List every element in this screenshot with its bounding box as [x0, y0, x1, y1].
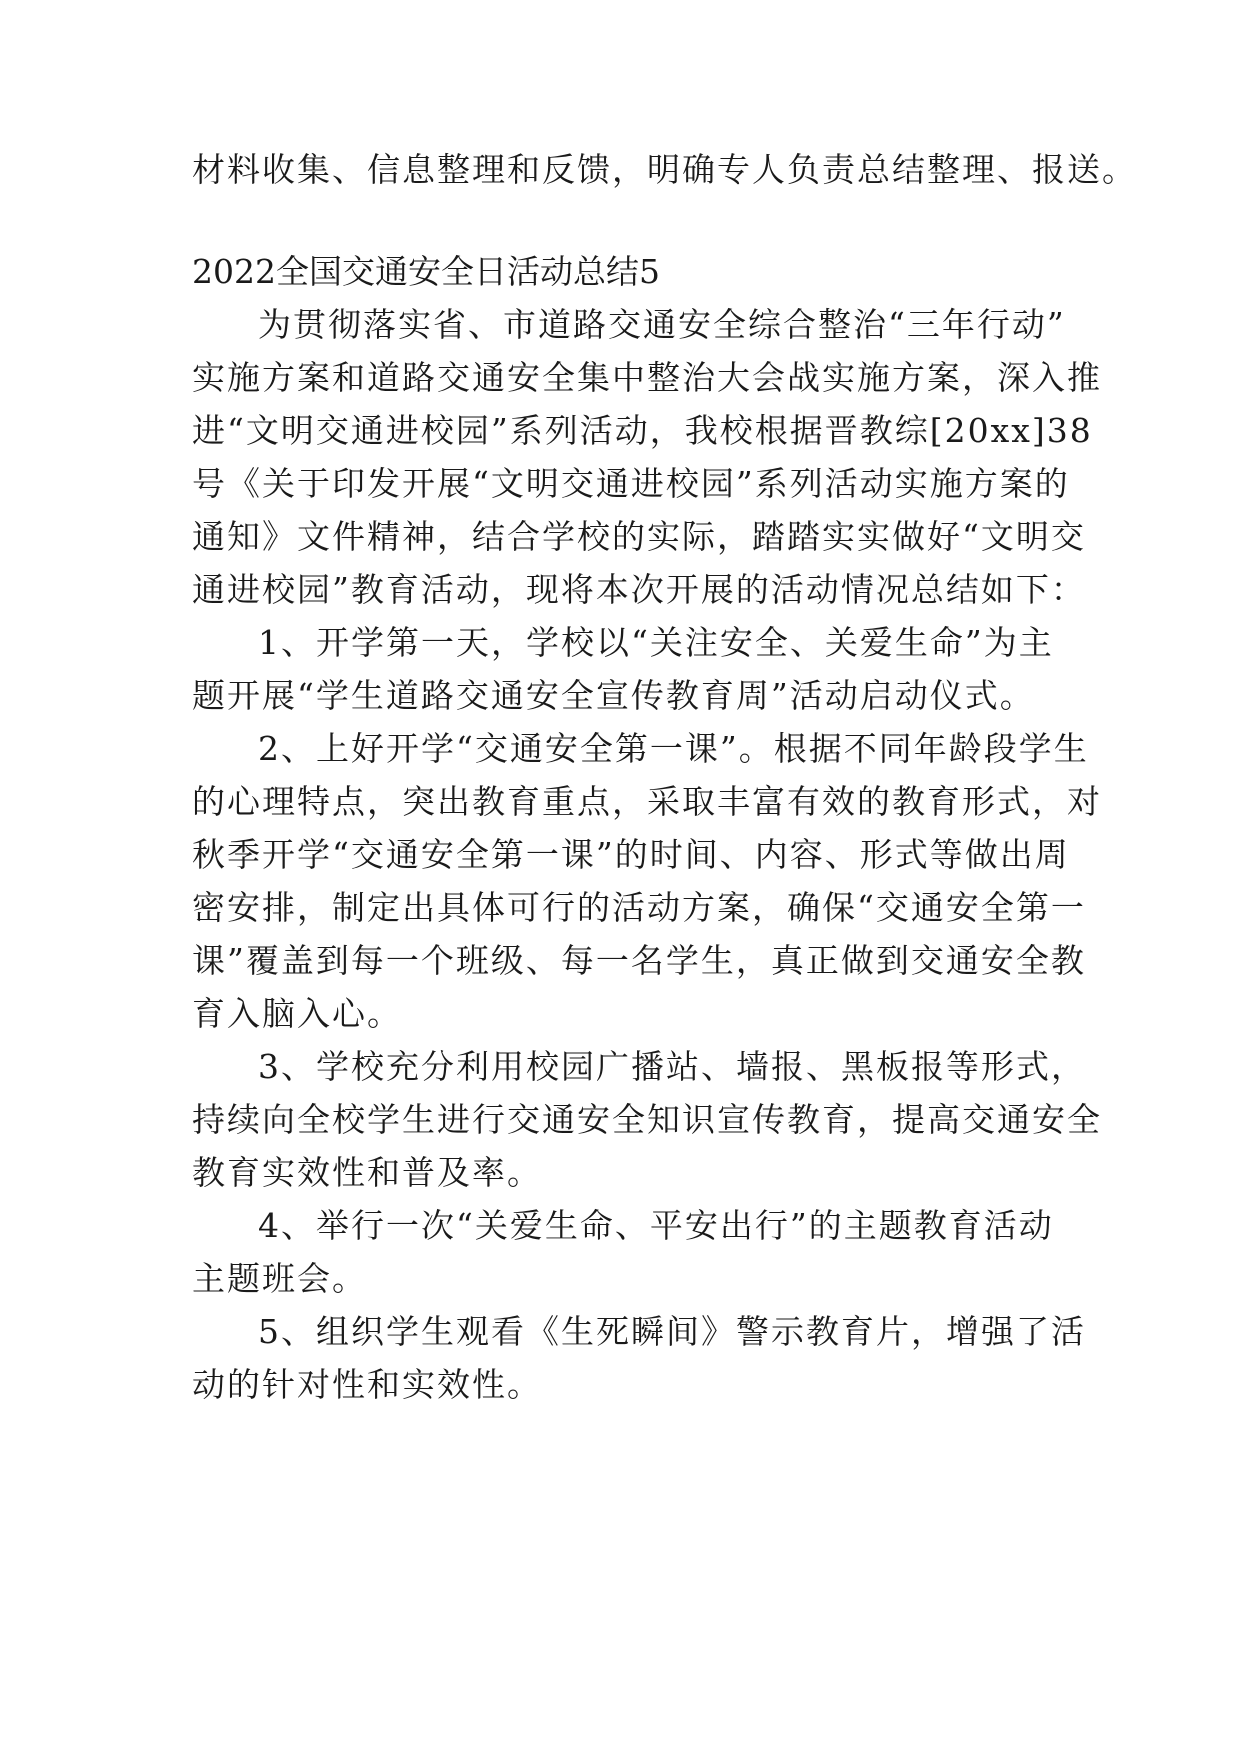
paragraph-4-line-1: 3、学校充分利用校园广播站、墙报、黑板报等形式，	[258, 1047, 1086, 1086]
paragraph-3-line-1: 2、上好开学“交通安全第一课”。根据不同年龄段学生	[258, 729, 1089, 768]
section-heading: 2022全国交通安全日活动总结5	[192, 252, 660, 291]
paragraph-2-line-2: 题开展“学生道路交通安全宣传教育周”活动启动仪式。	[192, 676, 1035, 715]
paragraph-6-line-1: 5、组织学生观看《生死瞬间》警示教育片，增强了活	[258, 1312, 1086, 1351]
paragraph-3-line-2: 的心理特点，突出教育重点，采取丰富有效的教育形式，对	[192, 782, 1102, 821]
paragraph-1-line-5: 通知》文件精神，结合学校的实际，踏踏实实做好“文明交	[192, 517, 1086, 556]
paragraph-1-line-6: 通进校园”教育活动，现将本次开展的活动情况总结如下：	[192, 570, 1086, 609]
paragraph-2-line-1: 1、开学第一天，学校以“关注安全、关爱生命”为主	[258, 623, 1054, 662]
paragraph-4-line-2: 持续向全校学生进行交通安全知识宣传教育，提高交通安全	[192, 1100, 1102, 1139]
paragraph-5-line-1: 4、举行一次“关爱生命、平安出行”的主题教育活动	[258, 1206, 1054, 1245]
paragraph-3-line-3: 秋季开学“交通安全第一课”的时间、内容、形式等做出周	[192, 835, 1070, 874]
paragraph-1-line-1: 为贯彻落实省、市道路交通安全综合整治“三年行动”	[258, 305, 1066, 344]
paragraph-4-line-3: 教育实效性和普及率。	[192, 1153, 542, 1192]
paragraph-5-line-2: 主题班会。	[192, 1259, 367, 1298]
paragraph-3-line-5: 课”覆盖到每一个班级、每一名学生，真正做到交通安全教	[192, 941, 1086, 980]
paragraph-6-line-2: 动的针对性和实效性。	[192, 1365, 542, 1404]
paragraph-1-line-4: 号《关于印发开展“文明交通进校园”系列活动实施方案的	[192, 464, 1070, 503]
paragraph-3-line-6: 育入脑入心。	[192, 994, 402, 1033]
paragraph-3-line-4: 密安排，制定出具体可行的活动方案，确保“交通安全第一	[192, 888, 1086, 927]
paragraph-1-line-2: 实施方案和道路交通安全集中整治大会战实施方案，深入推	[192, 358, 1102, 397]
continuation-line: 材料收集、信息整理和反馈，明确专人负责总结整理、报送。	[192, 150, 1137, 189]
paragraph-1-line-3: 进“文明交通进校园”系列活动，我校根据晋教综[20xx]38	[192, 411, 1093, 450]
